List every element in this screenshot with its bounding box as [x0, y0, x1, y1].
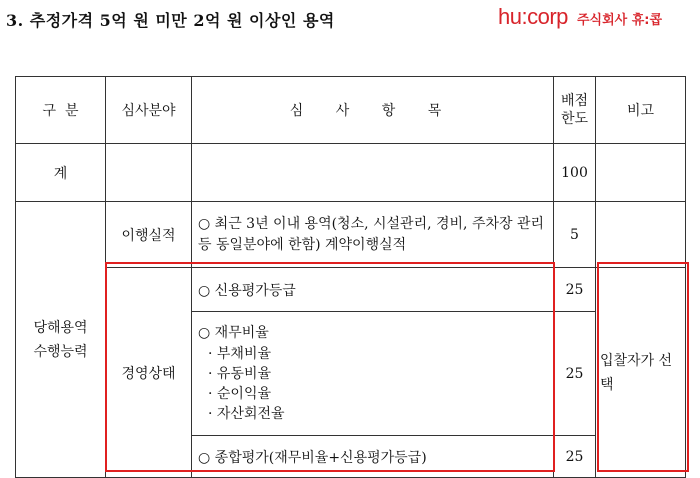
credit-rating-limit: 25: [554, 268, 596, 312]
page-heading: 3. 추정가격 5억 원 미만 2억 원 이상인 용역: [6, 11, 335, 30]
comprehensive-limit: 25: [554, 436, 596, 478]
total-item-cell: [192, 144, 554, 202]
credit-rating-item: ○ 신용평가등급: [192, 268, 554, 312]
company-name: 주식회사 휴:콥: [576, 13, 663, 28]
track-record-field: 이행실적: [106, 202, 192, 268]
financial-ratio-limit: 25: [554, 312, 596, 436]
comprehensive-item: ○ 종합평가(재무비율+신용평가등급): [192, 436, 554, 478]
track-record-item: ○ 최근 3년 이내 용역(청소, 시설관리, 경비, 주차장 관리 등 동일분야에 한함) 계약이행실적: [192, 202, 554, 268]
sub-item-current-ratio: · 유동비율: [208, 366, 271, 382]
evaluation-table: [15, 76, 686, 478]
management-note: 입찰자가 선택: [596, 268, 686, 478]
header-category: 구 분: [16, 77, 106, 144]
header-note: 비고: [596, 77, 686, 144]
brand-logo: [498, 4, 662, 30]
header-limit: 배점한도: [554, 77, 596, 144]
group-label: 당해용역 수행능력: [16, 202, 106, 478]
sub-item-debt-ratio: · 부채비율: [208, 346, 271, 362]
total-limit: 100: [554, 144, 596, 202]
total-label: 계: [16, 144, 106, 202]
track-record-note: [596, 202, 686, 268]
header-items: 심 사 항 목: [192, 77, 554, 144]
table-header-row: [16, 77, 686, 144]
brand-logo-text: hu:corp: [498, 4, 568, 29]
sub-item-net-profit-ratio: · 순이익율: [208, 386, 271, 402]
table-row-track-record: [16, 202, 686, 268]
header-field: 심사분야: [106, 77, 192, 144]
table-row-credit-rating: [16, 268, 686, 312]
track-record-limit: 5: [554, 202, 596, 268]
total-field-cell: [106, 144, 192, 202]
sub-item-asset-turnover: · 자산회전율: [208, 406, 285, 422]
financial-ratio-cell: [192, 312, 554, 436]
total-note-cell: [596, 144, 686, 202]
management-field: 경영상태: [106, 268, 192, 478]
table-row-total: [16, 144, 686, 202]
financial-ratio-item: ○ 재무비율: [198, 325, 269, 341]
